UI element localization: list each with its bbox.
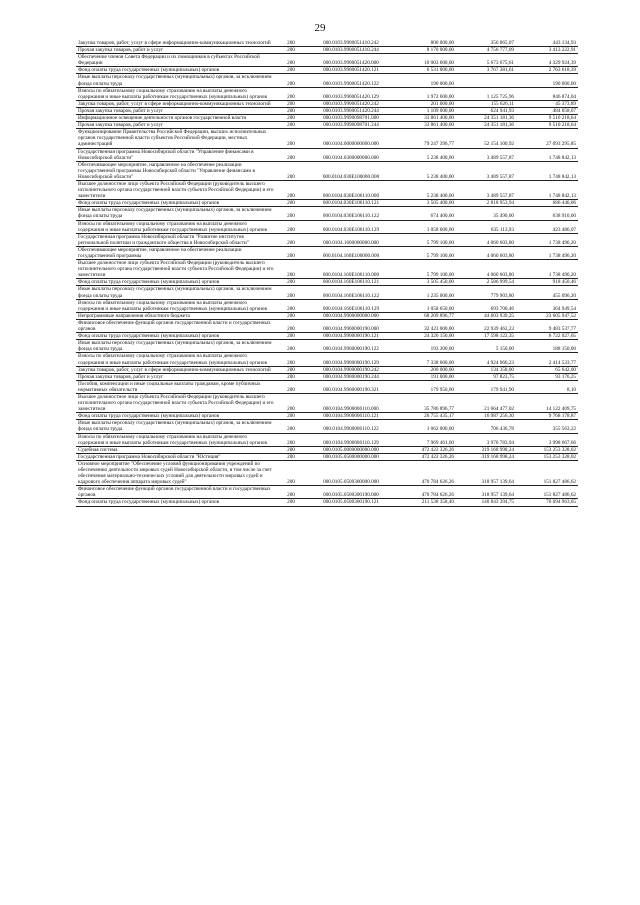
row-remaining-amount: 846 874,04 (516, 87, 578, 100)
row-planned-amount: 191 000,00 (396, 373, 456, 380)
row-budget-code: 000.0104.0000000000.000 (306, 129, 396, 148)
row-planned-amount: 1 058 650,00 (396, 299, 456, 312)
table-row (76, 499, 578, 506)
row-name: Обеспечивающее мероприятие, направленное на обеспечение реализации государственной программы (76, 246, 276, 259)
row-org-code: 200 (276, 122, 306, 129)
row-budget-code: 000.0104.160Е106110.121 (306, 279, 396, 286)
row-planned-amount: 79 247 396,77 (396, 129, 456, 148)
row-name: Непрограммные направления областного бюджета (76, 312, 276, 319)
row-remaining-amount: 8,10 (516, 380, 578, 393)
row-name: Прочая закупка товаров, работ и услуг (76, 373, 276, 380)
table-row (76, 74, 578, 87)
table-row (76, 129, 578, 148)
row-budget-code: 000.0104.160Е100000.000 (306, 246, 396, 259)
row-name: Прочая закупка товаров, работ и услуг (76, 107, 276, 114)
row-name: Иные выплаты персоналу государственных (муниципальных) органов, за исключением фонда оплаты труда (76, 207, 276, 220)
row-remaining-amount: 1 738 496,20 (516, 260, 578, 279)
row-org-code: 200 (276, 47, 306, 54)
row-executed-amount: 3 489 557,87 (456, 161, 516, 180)
row-org-code: 200 (276, 107, 306, 114)
row-name: Иные выплаты персоналу государственных (муниципальных) органов, за исключением фонда оплаты труда (76, 340, 276, 353)
row-executed-amount (456, 74, 516, 87)
row-planned-amount: 1 062 000,00 (396, 420, 456, 433)
row-remaining-amount: 355 563,22 (516, 420, 578, 433)
row-name: Государственная программа Новосибирской области "Управление финансами в Новосибирской области" (76, 148, 276, 161)
table-row (76, 446, 578, 453)
row-org-code: 200 (276, 279, 306, 286)
row-planned-amount: 3 505 450,00 (396, 279, 456, 286)
row-org-code: 200 (276, 373, 306, 380)
row-budget-code: 000.0104.9900000190.122 (306, 340, 396, 353)
row-name: Информационное освещение деятельности органов государственной власти (76, 115, 276, 122)
table-row (76, 286, 578, 299)
row-executed-amount: 5 673 675,61 (456, 54, 516, 67)
row-planned-amount: 211 538 358,40 (396, 499, 456, 506)
row-planned-amount: 200 000,00 (396, 366, 456, 373)
row-budget-code: 000.0104.030Е100000.000 (306, 161, 396, 180)
table-body (76, 40, 578, 506)
row-executed-amount: 4 756 777,09 (456, 47, 516, 54)
row-executed-amount: 318 957 139,64 (456, 486, 516, 499)
row-budget-code: 000.0105.0500300000.000 (306, 460, 396, 485)
row-remaining-amount: 151 827 486,62 (516, 486, 578, 499)
row-org-code: 200 (276, 460, 306, 485)
table-row (76, 353, 578, 366)
row-name: Высшее должностное лицо субъекта Российской Федерации (руководитель высшего исполнительного органа государственной власти субъекта Российской Федерации) и его заместители (76, 180, 276, 199)
row-budget-code: 000.0104.030Е106110.121 (306, 200, 396, 207)
row-budget-code: 000.0104.9900006110.129 (306, 433, 396, 446)
row-budget-code: 000.0104.160Е106110.129 (306, 299, 396, 312)
row-planned-amount: 24 320 150,00 (396, 333, 456, 340)
row-org-code: 200 (276, 319, 306, 332)
row-org-code: 200 (276, 312, 306, 319)
row-planned-amount: 470 784 626,26 (396, 460, 456, 485)
row-planned-amount: 472 422 326,26 (396, 453, 456, 460)
row-budget-code: 000.0104.9900000190.244 (306, 373, 396, 380)
table-row (76, 115, 578, 122)
row-budget-code: 000.0105.0500300190.000 (306, 486, 396, 499)
row-planned-amount: 35 786 896,77 (396, 393, 456, 412)
row-org-code: 200 (276, 420, 306, 433)
row-remaining-amount: 364 949,54 (516, 299, 578, 312)
row-remaining-amount: 4 329 924,39 (516, 54, 578, 67)
row-executed-amount: 2 818 953,94 (456, 200, 516, 207)
row-planned-amount: 470 784 626,26 (396, 486, 456, 499)
row-executed-amount: 16 987 256,30 (456, 413, 516, 420)
row-remaining-amount: 153 253 328,02 (516, 446, 578, 453)
row-budget-code: 000.0104.9900000190.321 (306, 380, 396, 393)
row-org-code: 200 (276, 207, 306, 220)
row-budget-code: 000.0104.9900000190.000 (306, 319, 396, 332)
row-remaining-amount: 423 486,07 (516, 220, 578, 233)
row-executed-amount: 2 586 999,54 (456, 279, 516, 286)
row-planned-amount: 800 000,00 (396, 40, 456, 47)
row-name: Фонд оплаты труда государственных (муниципальных) органов (76, 499, 276, 506)
row-budget-code: 000.0105.0000000000.000 (306, 446, 396, 453)
row-remaining-amount: 9 510 218,64 (516, 122, 578, 129)
row-org-code: 200 (276, 246, 306, 259)
row-remaining-amount: 45 373,89 (516, 100, 578, 107)
row-remaining-amount: 70 694 963,65 (516, 499, 578, 506)
table-row (76, 420, 578, 433)
page-number: 29 (314, 22, 326, 34)
row-budget-code: 000.0104.9900000190.121 (306, 333, 396, 340)
row-org-code: 200 (276, 67, 306, 74)
row-executed-amount: 35 490,00 (456, 207, 516, 220)
table-row (76, 148, 578, 161)
table-row (76, 161, 578, 180)
row-executed-amount: 624 941,93 (456, 107, 516, 114)
row-executed-amount: 52 154 100,92 (456, 129, 516, 148)
row-executed-amount: 635 113,93 (456, 220, 516, 233)
table-row (76, 393, 578, 412)
row-org-code: 200 (276, 115, 306, 122)
row-planned-amount: 5 799 100,00 (396, 260, 456, 279)
row-executed-amount: 134 358,00 (456, 366, 516, 373)
row-org-code: 200 (276, 486, 306, 499)
row-executed-amount: 21 664 477,02 (456, 393, 516, 412)
row-planned-amount: 5 238 400,00 (396, 161, 456, 180)
row-org-code: 200 (276, 233, 306, 246)
row-org-code: 200 (276, 200, 306, 207)
row-name: Обеспечение членов Совета Федерации и их помощников в субъектах Российской Федерации (76, 54, 276, 67)
row-remaining-amount: 443 134,93 (516, 40, 578, 47)
table-row (76, 380, 578, 393)
row-org-code: 200 (276, 393, 306, 412)
row-remaining-amount: 1 738 496,20 (516, 233, 578, 246)
table-row (76, 373, 578, 380)
table-row (76, 260, 578, 279)
row-planned-amount: 1 235 000,00 (396, 286, 456, 299)
table-row (76, 486, 578, 499)
row-planned-amount: 201 000,00 (396, 100, 456, 107)
row-planned-amount: 26 755 435,17 (396, 413, 456, 420)
row-budget-code: 000.0104.9900006110.122 (306, 420, 396, 433)
row-budget-code: 000.0103.9900051420.122 (306, 74, 396, 87)
row-executed-amount: 22 939 462,23 (456, 319, 516, 332)
row-budget-code: 000.0104.9900006110.121 (306, 413, 396, 420)
row-remaining-amount: 455 096,20 (516, 286, 578, 299)
row-name: Иные выплаты персоналу государственных (муниципальных) органов, за исключением фонда оплаты труда (76, 420, 276, 433)
row-remaining-amount: 9 768 178,87 (516, 413, 578, 420)
row-planned-amount: 179 950,00 (396, 380, 456, 393)
row-budget-code: 000.0103.9900051410.242 (306, 40, 396, 47)
row-budget-code: 000.0104.030Е106110.122 (306, 207, 396, 220)
row-budget-code: 000.0104.0300000000.000 (306, 148, 396, 161)
row-name: Функционирование Правительства Российской Федерации, высших исполнительных органов государственной власти субъектов Российской Федерации, местных администраций (76, 129, 276, 148)
row-name: Фонд оплаты труда государственных (муниципальных) органов (76, 200, 276, 207)
row-planned-amount: 190 000,00 (396, 74, 456, 87)
row-planned-amount: 33 861 400,00 (396, 122, 456, 129)
row-org-code: 200 (276, 333, 306, 340)
row-executed-amount: 4 060 603,80 (456, 260, 516, 279)
row-planned-amount: 1 972 600,00 (396, 87, 456, 100)
row-planned-amount: 10 003 600,00 (396, 54, 456, 67)
row-org-code: 200 (276, 453, 306, 460)
row-name: Взносы по обязательному социальному страхованию на выплаты денежного содержания и иные выплаты работникам государственных (муниципальных) органов (76, 299, 276, 312)
row-remaining-amount: 14 122 409,75 (516, 393, 578, 412)
row-budget-code: 000.0104.9900000000.000 (306, 312, 396, 319)
table-row (76, 87, 578, 100)
row-remaining-amount: 65 642,00 (516, 366, 578, 373)
row-executed-amount: 4 924 066,23 (456, 353, 516, 366)
table-row (76, 220, 578, 233)
row-name: Иные выплаты персоналу государственных (муниципальных) органов, за исключением фонда оплаты труда (76, 74, 276, 87)
row-remaining-amount: 188 150,00 (516, 340, 578, 353)
row-remaining-amount: 1 748 842,13 (516, 161, 578, 180)
row-remaining-amount: 484 058,07 (516, 107, 578, 114)
row-name: Финансовое обеспечение функций органов государственной власти и государственных органов (76, 319, 276, 332)
table-row (76, 413, 578, 420)
row-org-code: 200 (276, 340, 306, 353)
row-name: Взносы по обязательному социальному страхованию на выплаты денежного содержания и иные выплаты работникам государственных (муниципальных) органов (76, 433, 276, 446)
row-name: Прочая закупка товаров, работ и услуг (76, 47, 276, 54)
row-remaining-amount: 23 605 947,52 (516, 312, 578, 319)
row-org-code: 200 (276, 54, 306, 67)
row-executed-amount: 155 626,11 (456, 100, 516, 107)
row-planned-amount: 6 531 000,00 (396, 67, 456, 74)
row-name: Высшее должностное лицо субъекта Российской Федерации (руководитель высшего исполнительного органа государственной власти субъекта Российской Федерации) и его заместители (76, 393, 276, 412)
row-org-code: 200 (276, 40, 306, 47)
table-row (76, 453, 578, 460)
row-planned-amount: 68 209 896,77 (396, 312, 456, 319)
table-row (76, 67, 578, 74)
row-executed-amount: 3 970 783,94 (456, 433, 516, 446)
row-org-code: 200 (276, 129, 306, 148)
row-org-code: 200 (276, 220, 306, 233)
row-planned-amount: 1 058 600,00 (396, 220, 456, 233)
row-executed-amount: 319 168 998,24 (456, 446, 516, 453)
row-name: Обеспечивающее мероприятие, направленное на обеспечение реализации государственной программы Новосибирской области "Управление финансами в Новосибирской области" (76, 161, 276, 180)
row-planned-amount: 5 238 400,00 (396, 148, 456, 161)
row-executed-amount: 4 060 603,80 (456, 233, 516, 246)
row-name: Фонд оплаты труда государственных (муниципальных) органов (76, 67, 276, 74)
row-name: Закупка товаров, работ, услуг в сфере информационно-коммуникационных технологий (76, 100, 276, 107)
row-name: Государственная программа Новосибирской области "Развитие институтов региональной политики и гражданского общества в Новосибирской области" (76, 233, 276, 246)
row-name: Фонд оплаты труда государственных (муниципальных) органов (76, 279, 276, 286)
row-executed-amount: 44 603 939,25 (456, 312, 516, 319)
row-budget-code: 000.0104.9900000190.242 (306, 366, 396, 373)
row-executed-amount: 179 941,90 (456, 380, 516, 393)
row-executed-amount: 318 957 139,64 (456, 460, 516, 485)
table-row (76, 233, 578, 246)
row-budget-code: 000.0103.9900051420.129 (306, 87, 396, 100)
row-name: Основное мероприятие "Обеспечение условий функционирования учреждений по обеспечению деятельности мировых судей Новосибирской области, в том числе за счет обеспечения материально-технических условий для деятельности мировых судей и кадрового обеспечения аппарата мировых судей" (76, 460, 276, 485)
table-row (76, 340, 578, 353)
row-org-code: 200 (276, 148, 306, 161)
row-remaining-amount: 2 763 618,39 (516, 67, 578, 74)
row-planned-amount: 674 400,00 (396, 207, 456, 220)
row-executed-amount: 24 351 181,36 (456, 122, 516, 129)
row-executed-amount: 5 150,00 (456, 340, 516, 353)
row-org-code: 200 (276, 446, 306, 453)
row-org-code: 200 (276, 433, 306, 446)
row-org-code: 200 (276, 380, 306, 393)
row-org-code: 200 (276, 299, 306, 312)
row-name: Пособия, компенсации и иные социальные выплаты гражданам, кроме публичных нормативных обязательств (76, 380, 276, 393)
row-planned-amount: 472 422 326,26 (396, 446, 456, 453)
table-row (76, 319, 578, 332)
row-org-code: 200 (276, 353, 306, 366)
row-org-code: 200 (276, 87, 306, 100)
row-org-code: 200 (276, 180, 306, 199)
row-remaining-amount: 9 483 537,77 (516, 319, 578, 332)
row-name: Фонд оплаты труда государственных (муниципальных) органов (76, 413, 276, 420)
row-budget-code: 000.0104.9900006110.000 (306, 393, 396, 412)
row-executed-amount: 3 489 557,87 (456, 148, 516, 161)
row-remaining-amount: 6 722 027,65 (516, 333, 578, 340)
row-org-code: 200 (276, 366, 306, 373)
table-row (76, 47, 578, 54)
row-budget-code: 000.0103.9900051420.121 (306, 67, 396, 74)
row-planned-amount: 7 338 600,00 (396, 353, 456, 366)
row-remaining-amount: 153 253 328,02 (516, 453, 578, 460)
row-name: Взносы по обязательному социальному страхованию на выплаты денежного содержания и иные выплаты работникам государственных (муниципальных) органов (76, 220, 276, 233)
row-name: Фонд оплаты труда государственных (муниципальных) органов (76, 333, 276, 340)
row-remaining-amount: 27 093 295,85 (516, 129, 578, 148)
row-budget-code: 000.0103.9990098701.000 (306, 115, 396, 122)
row-executed-amount: 17 598 122,35 (456, 333, 516, 340)
table-row (76, 279, 578, 286)
row-budget-code: 000.0104.9900000190.129 (306, 353, 396, 366)
row-planned-amount: 5 238 400,00 (396, 180, 456, 199)
row-name: Высшее должностное лицо субъекта Российской Федерации (руководитель высшего исполнительного органа государственной власти субъекта Российской Федерации) и его заместители (76, 260, 276, 279)
row-planned-amount: 5 799 100,00 (396, 246, 456, 259)
row-remaining-amount: 918 450,46 (516, 279, 578, 286)
table-row (76, 200, 578, 207)
row-remaining-amount: 9 510 218,64 (516, 115, 578, 122)
row-name: Взносы по обязательному социальному страхованию на выплаты денежного содержания и иные выплаты работникам государственных (муниципальных) органов (76, 353, 276, 366)
row-org-code: 200 (276, 74, 306, 87)
row-org-code: 200 (276, 413, 306, 420)
row-planned-amount: 8 170 000,00 (396, 47, 456, 54)
row-planned-amount: 32 423 000,00 (396, 319, 456, 332)
row-executed-amount: 3 489 557,87 (456, 180, 516, 199)
row-planned-amount: 3 505 400,00 (396, 200, 456, 207)
row-executed-amount: 4 060 603,80 (456, 246, 516, 259)
table-row (76, 100, 578, 107)
row-executed-amount: 356 865,07 (456, 40, 516, 47)
table-row (76, 333, 578, 340)
row-org-code: 200 (276, 100, 306, 107)
row-org-code: 200 (276, 161, 306, 180)
table-row (76, 40, 578, 47)
row-executed-amount: 319 168 998,24 (456, 453, 516, 460)
table-row (76, 180, 578, 199)
table-row (76, 299, 578, 312)
row-budget-code: 000.0103.9900051420.244 (306, 107, 396, 114)
row-remaining-amount: 638 910,00 (516, 207, 578, 220)
row-budget-code: 000.0104.030Е106110.000 (306, 180, 396, 199)
row-executed-amount: 3 767 381,61 (456, 67, 516, 74)
row-budget-code: 000.0105.0500300190.121 (306, 499, 396, 506)
row-executed-amount: 97 823,75 (456, 373, 516, 380)
table-row (76, 460, 578, 485)
row-planned-amount: 1 109 000,00 (396, 107, 456, 114)
budget-execution-table (76, 40, 578, 507)
row-executed-amount: 140 843 394,75 (456, 499, 516, 506)
row-planned-amount: 5 799 100,00 (396, 233, 456, 246)
table-row (76, 107, 578, 114)
row-remaining-amount: 686 446,06 (516, 200, 578, 207)
row-planned-amount: 33 861 400,00 (396, 115, 456, 122)
row-remaining-amount: 151 827 486,62 (516, 460, 578, 485)
table-row (76, 207, 578, 220)
row-remaining-amount: 3 998 667,66 (516, 433, 578, 446)
table-row (76, 312, 578, 319)
row-executed-amount: 24 351 181,36 (456, 115, 516, 122)
row-executed-amount: 779 903,80 (456, 286, 516, 299)
table-row (76, 246, 578, 259)
row-executed-amount: 1 125 725,96 (456, 87, 516, 100)
row-remaining-amount: 3 413 222,91 (516, 47, 578, 54)
row-budget-code: 000.0104.160Е106110.122 (306, 286, 396, 299)
row-remaining-amount: 2 414 533,77 (516, 353, 578, 366)
row-name: Прочая закупка товаров, работ и услуг (76, 122, 276, 129)
row-remaining-amount: 190 000,00 (516, 74, 578, 87)
row-executed-amount: 693 700,46 (456, 299, 516, 312)
row-budget-code: 000.0104.030Е106110.129 (306, 220, 396, 233)
row-name: Закупка товаров, работ, услуг в сфере информационно-коммуникационных технологий (76, 366, 276, 373)
table-row (76, 366, 578, 373)
row-budget-code: 000.0103.9990098701.244 (306, 122, 396, 129)
row-budget-code: 000.0104.1600000000.000 (306, 233, 396, 246)
row-org-code: 200 (276, 260, 306, 279)
row-planned-amount: 193 300,00 (396, 340, 456, 353)
row-remaining-amount: 93 176,25 (516, 373, 578, 380)
row-budget-code: 000.0103.9900051410.244 (306, 47, 396, 54)
row-name: Финансовое обеспечение функций органов государственной власти и государственных органов (76, 486, 276, 499)
row-remaining-amount: 1 748 842,13 (516, 180, 578, 199)
table-row (76, 122, 578, 129)
row-executed-amount: 706 436,78 (456, 420, 516, 433)
row-name: Иные выплаты персоналу государственных (муниципальных) органов, за исключением фонда оплаты труда (76, 286, 276, 299)
row-budget-code: 000.0104.160Е106110.000 (306, 260, 396, 279)
row-org-code: 200 (276, 499, 306, 506)
row-name: Взносы по обязательному социальному страхованию на выплаты денежного содержания и иные выплаты работникам государственных (муниципальных) органов (76, 87, 276, 100)
row-budget-code: 000.0103.9900051420.242 (306, 100, 396, 107)
row-name: Государственная программа Новосибирской области "Юстиция" (76, 453, 276, 460)
row-name: Закупка товаров, работ, услуг в сфере информационно-коммуникационных технологий (76, 40, 276, 47)
table-row (76, 433, 578, 446)
row-budget-code: 000.0103.9900051420.000 (306, 54, 396, 67)
row-name: Судебная система (76, 446, 276, 453)
row-planned-amount: 7 969 461,60 (396, 433, 456, 446)
row-budget-code: 000.0105.0500000000.000 (306, 453, 396, 460)
row-remaining-amount: 1 738 496,20 (516, 246, 578, 259)
row-org-code: 200 (276, 286, 306, 299)
row-remaining-amount: 1 748 842,13 (516, 148, 578, 161)
table-row (76, 54, 578, 67)
